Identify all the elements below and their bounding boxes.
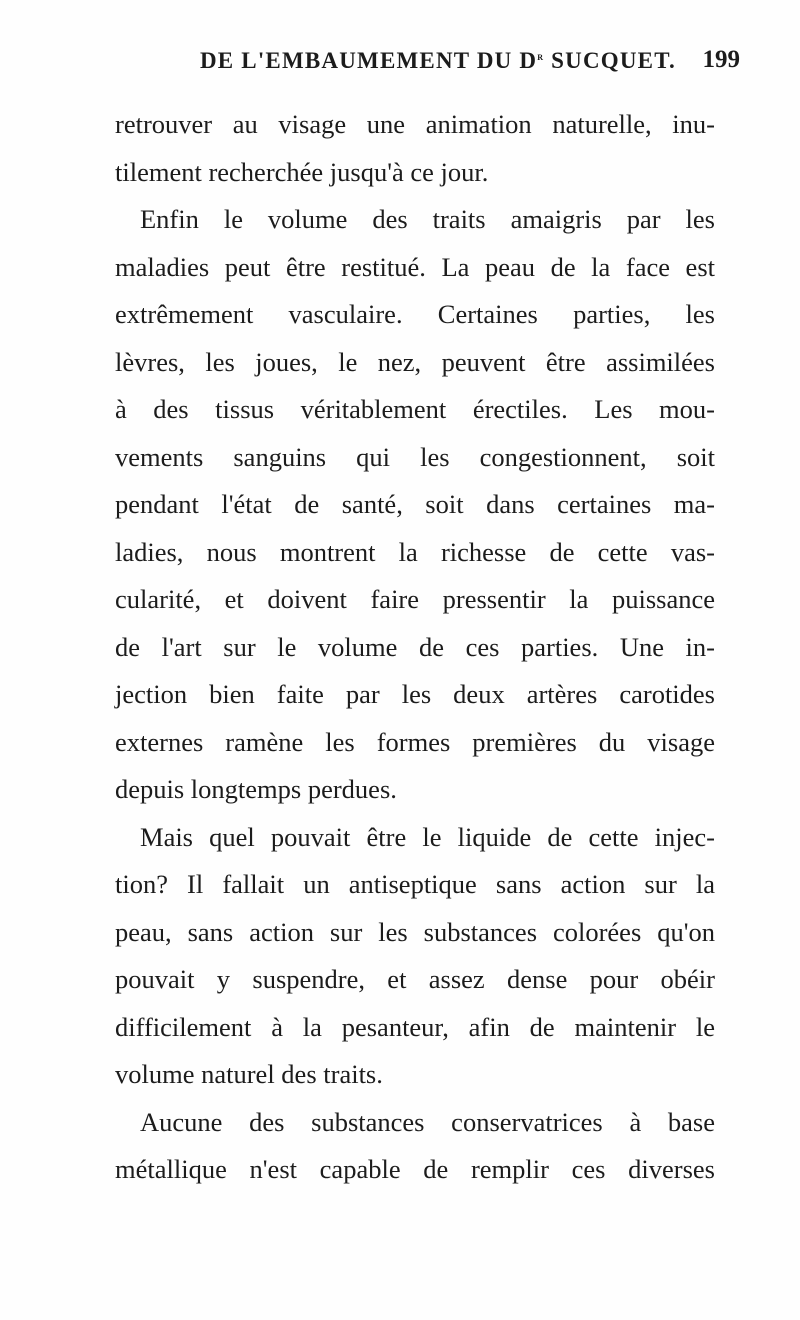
text-line: cularité, et doivent faire pressentir la puissance xyxy=(115,584,715,614)
text-line: difficilement à la pesanteur, afin de maintenir le xyxy=(115,1011,715,1042)
text-line: volume naturel des traits. xyxy=(115,1059,383,1089)
text-line: extrêmement vasculaire. Certaines parties, les xyxy=(115,299,715,329)
text-line: pouvait y suspendre, et assez dense pour obéir xyxy=(115,964,715,994)
text-line: pendant l'état de santé, soit dans certaines ma- xyxy=(115,489,715,519)
text-line: tion? Il fallait un antiseptique sans action sur la xyxy=(115,869,715,899)
text-line: métallique n'est capable de remplir ces diverses xyxy=(115,1154,715,1184)
text-line: Mais quel pouvait être le liquide de cette injec- xyxy=(140,821,715,852)
text-line: maladies peut être restitué. La peau de la face est xyxy=(115,251,715,282)
running-title-superscript: r xyxy=(537,49,545,63)
text-line: Aucune des substances conservatrices à base xyxy=(140,1106,715,1137)
running-head xyxy=(200,48,740,80)
text-line: à des tissus véritablement érectiles. Les mou- xyxy=(115,394,715,424)
text-line: jection bien faite par les deux artères carotides xyxy=(115,679,715,709)
text-line: peau, sans action sur les substances colorées qu'on xyxy=(115,916,715,947)
text-line: tilement recherchée jusqu'à ce jour. xyxy=(115,156,489,187)
text-line: lèvres, les joues, le nez, peuvent être assimilées xyxy=(115,346,715,377)
text-line: depuis longtemps perdues. xyxy=(115,774,397,804)
text-line: ladies, nous montrent la richesse de cette vas- xyxy=(115,536,715,567)
text-line: vements sanguins qui les congestionnent, soit xyxy=(115,441,715,472)
text-line: Enfin le volume des traits amaigris par les xyxy=(140,204,715,234)
text-line: retrouver au visage une animation naturelle, inu- xyxy=(115,109,715,139)
text-line: de l'art sur le volume de ces parties. Une in- xyxy=(115,631,715,662)
running-title-end: SUCQUET. xyxy=(544,48,676,73)
running-title xyxy=(200,48,676,74)
body-text xyxy=(115,101,715,1194)
running-title-main: DE L'EMBAUMEMENT DU D xyxy=(200,48,538,73)
text-line: externes ramène les formes premières du visage xyxy=(115,726,715,757)
page-number: 199 xyxy=(702,46,740,73)
